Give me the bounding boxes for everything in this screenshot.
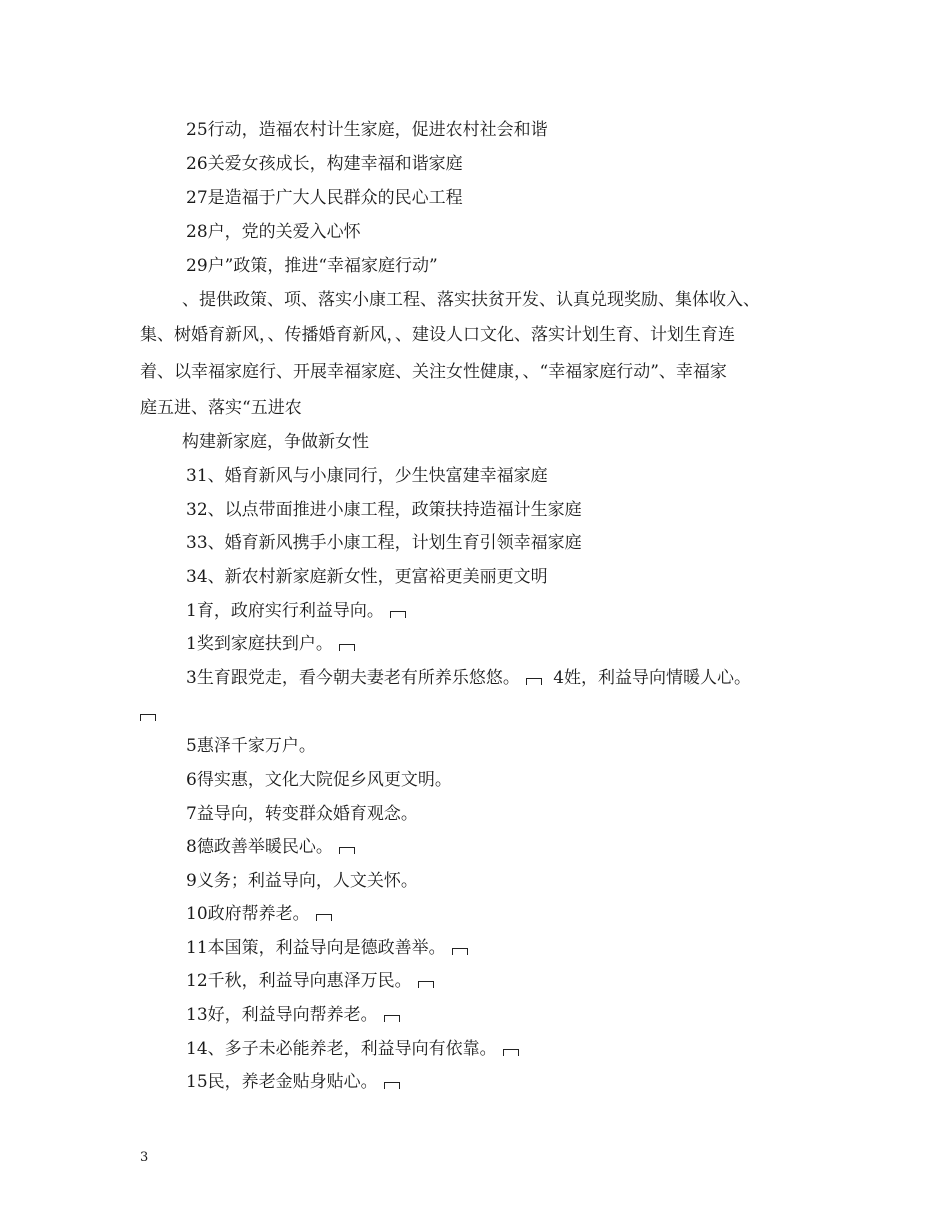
text-line: [186, 634, 355, 654]
bracket-mark-icon: [503, 1049, 519, 1056]
text-segment: 4姓，利益导向情暖人心。: [553, 668, 752, 688]
text-segment: 11本国策，利益导向是德政善举。: [186, 938, 446, 958]
text-line: 28户，党的关爱入心怀: [186, 222, 361, 242]
bracket-mark-icon: [339, 847, 355, 854]
text-line: [186, 1072, 400, 1092]
text-line: 集、树婚育新风，、传播婚育新风，、建设人口文化、落实计划生育、计划生育连: [140, 325, 735, 345]
bracket-mark-icon: [384, 1082, 400, 1089]
bracket-mark-icon: [526, 678, 542, 685]
text-segment: 8德政善举暖民心。: [186, 837, 333, 857]
text-line: 7益导向，转变群众婚育观念。: [186, 804, 418, 824]
text-line: 6得实惠，文化大院促乡风更文明。: [186, 770, 452, 790]
bracket-mark-icon: [339, 644, 355, 651]
text-line: [186, 904, 332, 924]
text-line: 构建新家庭，争做新女性: [182, 432, 369, 452]
text-line: 29户”政策，推进“幸福家庭行动”: [186, 256, 438, 276]
text-line: 25行动，造福农村计生家庭，促进农村社会和谐: [186, 120, 548, 140]
text-line: 33、婚育新风携手小康工程，计划生育引领幸福家庭: [186, 533, 582, 553]
text-line: 27是造福于广大人民群众的民心工程: [186, 188, 463, 208]
text-segment: 15民，养老金贴身贴心。: [186, 1072, 378, 1092]
text-segment: 14、多子未必能养老，利益导向有依靠。: [186, 1039, 497, 1059]
bracket-mark-icon: [316, 914, 332, 921]
bracket-mark-icon: [452, 948, 468, 955]
bracket-mark-icon: [390, 611, 406, 618]
text-line: 庭五进、落实“五进农: [140, 398, 302, 418]
text-line: 9义务；利益导向，人文关怀。: [186, 871, 418, 891]
text-segment: 10政府帮养老。: [186, 904, 310, 924]
text-line: [186, 938, 468, 958]
text-line: [186, 1039, 519, 1059]
text-line: 着、以幸福家庭行、开展幸福家庭、关注女性健康，、“幸福家庭行动”、幸福家: [140, 362, 727, 382]
page-number: 3: [140, 1150, 149, 1165]
text-line: 5惠泽千家万户。: [186, 736, 316, 756]
text-line: [186, 837, 355, 857]
text-segment: 12千秋，利益导向惠泽万民。: [186, 971, 412, 991]
text-line: 、提供政策、项、落实小康工程、落实扶贫开发、认真兑现奖励、集体收入、: [182, 290, 760, 310]
text-line: [140, 704, 156, 724]
text-line: [186, 668, 751, 688]
text-segment: 1奖到家庭扶到户。: [186, 634, 333, 654]
text-segment: 3生育跟党走，看今朝夫妻老有所养乐悠悠。: [186, 668, 520, 688]
text-line: [186, 1005, 400, 1025]
text-segment: 1育，政府实行利益导向。: [186, 601, 384, 621]
text-line: [186, 601, 406, 621]
bracket-mark-icon: [140, 714, 156, 721]
bracket-mark-icon: [418, 981, 434, 988]
text-line: 31、婚育新风与小康同行，少生快富建幸福家庭: [186, 466, 548, 486]
text-segment: 13好，利益导向帮养老。: [186, 1005, 378, 1025]
text-line: [186, 971, 434, 991]
text-line: 26关爱女孩成长，构建幸福和谐家庭: [186, 154, 463, 174]
bracket-mark-icon: [384, 1015, 400, 1022]
text-line: 32、以点带面推进小康工程，政策扶持造福计生家庭: [186, 500, 582, 520]
text-line: 34、新农村新家庭新女性，更富裕更美丽更文明: [186, 567, 548, 587]
